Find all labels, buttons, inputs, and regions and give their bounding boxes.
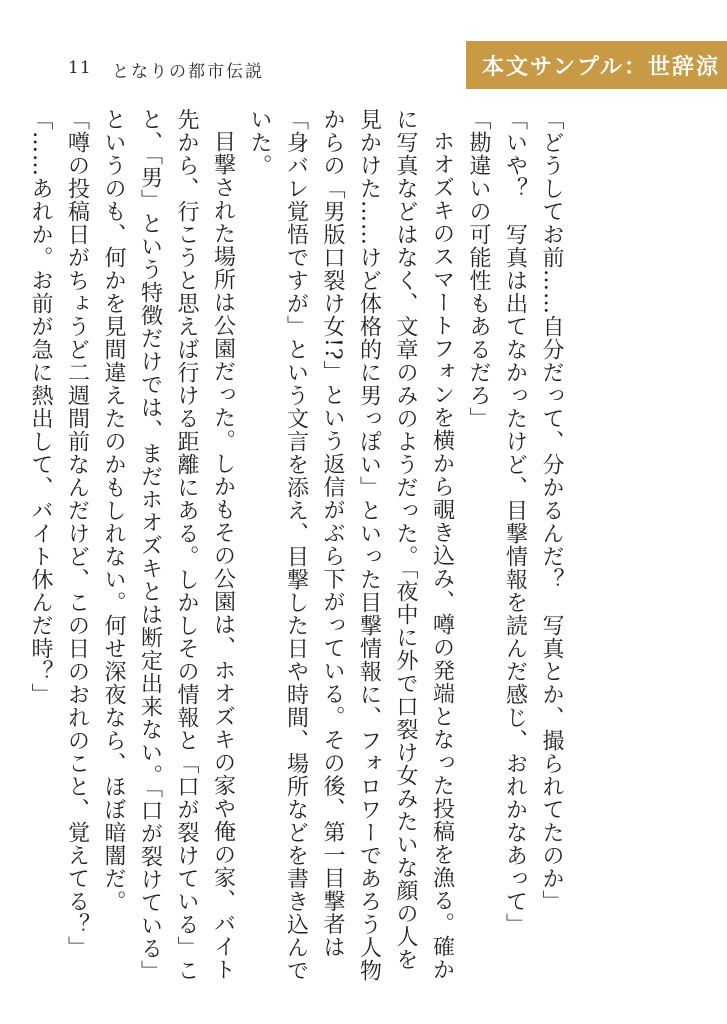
body-text [28,108,569,988]
paragraph: 「勘違いの可能性もあるだろ」 [466,108,491,430]
paragraph: ホオズキのスマートフォンを横から覗き込み、噂の発端となった投稿を漁る。確かに写真などはなく、文章のみのようだった。「夜中に外で口裂け女みたいな顔の人を見かけた……けど体格的に男っぽい」といった目撃情報に、フォロワーであろう人物からの「男版口裂け女!?」という返信がぶら下がっている。その後、第一目撃者は「身バレ覚悟ですが」という文言を添え、目撃した日や時間、場所などを書き込んでいた。 [247,108,455,982]
chapter-title: となりの都市伝説 [112,62,264,82]
paragraph: 「噂の投稿日がちょうど二週間前なんだけど、この日のおれのこと、覚えてる？」 [64,108,90,959]
paragraph: 「……あれか。お前が急に熱出して、バイト休んだ時？」 [28,108,53,706]
paragraph: 「いや？ 写真は出てなかったけど、目撃情報を読んだ感じ、おれかなあって」 [502,108,528,936]
paragraph: 目撃された場所は公園だった。しかもその公園は、ホオズキの家や俺の家、バイト先から、行こうと思えば行ける距離にある。しかしその情報と「口が裂けている」こと、「男」という特徴だけでは、まだホオズキとは断定出来ない。「口が裂けている」というのも、何かを見間違えたのかもしれない。何せ深夜なら、ほぼ暗闇だ。 [101,108,236,983]
paragraph: 「どうしてお前……自分だって、分かるんだ？ 写真とか、撮られてたのか」 [539,108,564,913]
sample-banner: 本文サンプル：世辞涼 [466,41,727,89]
page-number: 11 [68,58,92,78]
